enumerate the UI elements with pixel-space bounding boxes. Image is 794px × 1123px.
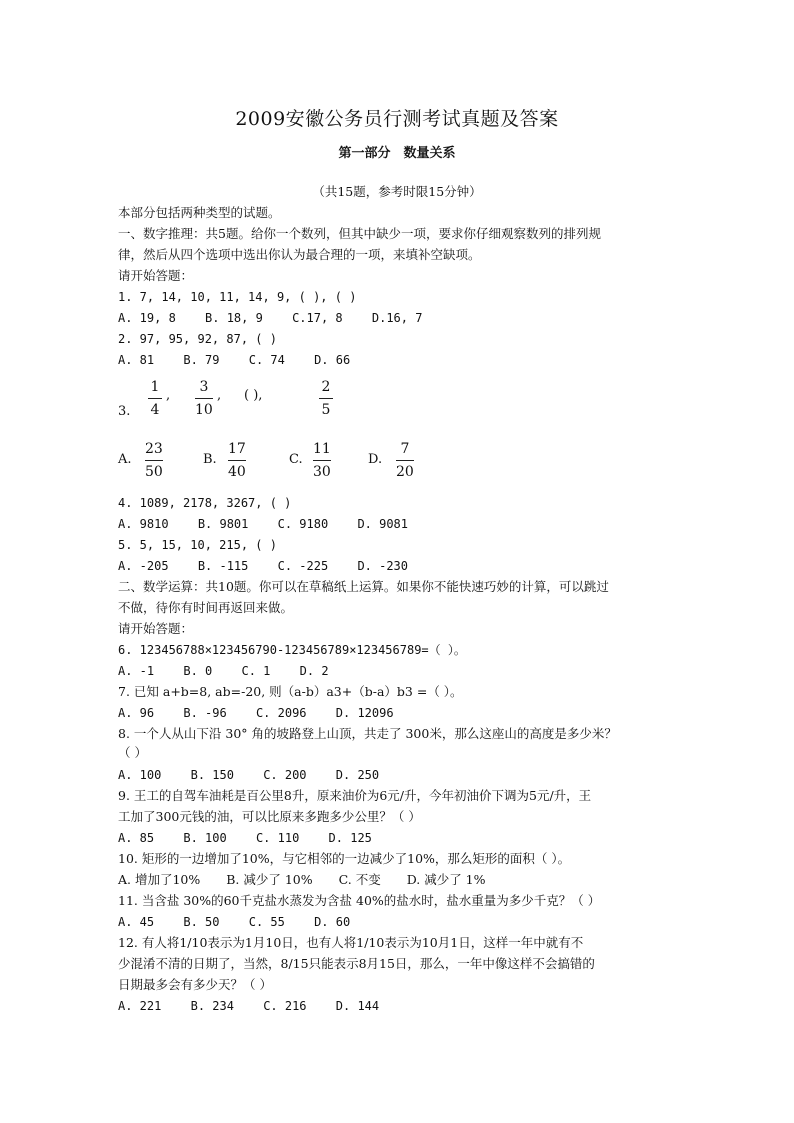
q10-option-c: C. 不变 [338, 872, 381, 887]
q1-option-b: B. 18, 9 [205, 311, 263, 325]
q3-sep-1: , [166, 388, 171, 403]
q3-ob-den: 40 [228, 464, 246, 480]
q3-blank: ( ), [244, 388, 263, 403]
q12-option-b: B. 234 [190, 999, 234, 1013]
q7-option-b: B. -96 [183, 706, 227, 720]
q3-option-a-fraction [145, 440, 163, 481]
q3-f1-den: 4 [150, 402, 160, 418]
q3-option-c-fraction [313, 440, 331, 481]
q8-option-c: C. 200 [263, 768, 307, 782]
q9-option-c: C. 110 [255, 831, 300, 845]
q3-sep-2: , [217, 388, 222, 403]
q6-option-a: A. -1 [118, 664, 155, 678]
q7-option-c: C. 2096 [255, 706, 307, 720]
q1-options [118, 310, 444, 326]
q10-option-a: A. 增加了10% [118, 872, 201, 887]
q5-option-d: D. -230 [357, 559, 409, 573]
q6-options [118, 663, 351, 679]
q3-oa-num: 23 [145, 441, 163, 457]
time-note: （共15题，参考时限15分钟） [312, 184, 482, 199]
q11-option-b: B. 50 [183, 915, 220, 929]
q6-stem: 6. 123456788×123456790-123456789×123456789=（ ）。 [118, 643, 466, 657]
q10-options [118, 872, 508, 888]
q2-option-d: D. 66 [314, 353, 351, 367]
q12-option-d: D. 144 [335, 999, 380, 1013]
q1-option-d: D.16, 7 [371, 311, 423, 325]
q4-option-d: D. 9081 [357, 517, 409, 531]
q3-option-d-fraction [396, 440, 414, 481]
q3-option-d-label: D. [368, 452, 383, 467]
q10-stem: 10. 矩形的一边增加了10%，与它相邻的一边减少了10%，那么矩形的面积（ ）。 [118, 851, 571, 866]
q6-option-b: B. 0 [183, 664, 213, 678]
section1-desc-line1: 一、数字推理：共5题。给你一个数列，但其中缺少一项，要求你仔细观察数列的排列规 [118, 226, 601, 241]
q3-f3-den: 5 [321, 402, 331, 418]
q2-option-b: B. 79 [183, 353, 220, 367]
q3-f2-num: 3 [199, 379, 209, 395]
q9-options [118, 830, 394, 846]
q4-option-a: A. 9810 [118, 517, 169, 531]
q3-oa-den: 50 [145, 464, 163, 480]
q11-stem: 11. 当含盐 30%的60千克盐水蒸发为含盐 40%的盐水时，盐水重量为多少千克？（ ） [118, 893, 601, 908]
q1-stem: 1. 7, 14, 10, 11, 14, 9, ( ), ( ) [118, 290, 357, 304]
q3-f2-den: 10 [195, 402, 213, 418]
q7-stem: 7. 已知 a+b=8, ab=-20, 则（a-b）a3+（b-a）b3 =（ ）。 [118, 684, 463, 699]
start-prompt-2: 请开始答题： [118, 621, 194, 636]
q12-stem-line2: 少混淆不清的日期了，当然，8/15只能表示8月15日，那么，一年中像这样不会搞错的 [118, 956, 595, 971]
q12-option-c: C. 216 [263, 999, 307, 1013]
q5-options [118, 558, 430, 574]
q9-stem-line2: 工加了300元钱的油，可以比原来多跑多少公里？（ ） [118, 809, 421, 824]
q3-option-b-label: B. [203, 452, 217, 467]
q3-od-den: 20 [396, 464, 414, 480]
q2-option-a: A. 81 [118, 353, 155, 367]
section1-desc-line2: 律，然后从四个选项中选出你认为最合理的一项，来填补空缺项。 [118, 247, 481, 262]
q3-fraction-3 [319, 378, 333, 419]
q3-fraction-2 [195, 378, 213, 419]
q8-option-a: A. 100 [118, 768, 162, 782]
q3-fraction-1 [148, 378, 162, 419]
q2-stem: 2. 97, 95, 92, 87, ( ) [118, 332, 277, 346]
q8-stem-line1: 8. 一个人从山下沿 30° 角的坡路登上山顶，共走了 300米，那么这座山的高度是多少米？ [118, 726, 617, 741]
q3-option-a-label: A. [118, 452, 132, 467]
intro-text: 本部分包括两种类型的试题。 [118, 205, 281, 220]
q10-option-d: D. 减少了 1% [406, 872, 486, 887]
q7-option-d: D. 12096 [335, 706, 394, 720]
q9-stem-line1: 9. 王工的自驾车油耗是百公里8升，原来油价为6元/升，今年初油价下调为5元/升，王 [118, 788, 592, 803]
q3-oc-den: 30 [313, 464, 331, 480]
q3-option-b-fraction [228, 440, 246, 481]
q2-option-c: C. 74 [248, 353, 285, 367]
q3-f3-num: 2 [321, 379, 331, 395]
q11-option-c: C. 55 [248, 915, 285, 929]
section2-desc-line1: 二、数学运算：共10题。你可以在草稿纸上运算。如果你不能快速巧妙的计算，可以跳过 [118, 579, 609, 594]
q3-number: 3. [118, 404, 131, 419]
q3-oc-num: 11 [313, 441, 331, 457]
q5-stem: 5. 5, 15, 10, 215, ( ) [118, 538, 277, 552]
q3-od-num: 7 [400, 441, 410, 457]
q3-f1-num: 1 [150, 379, 160, 395]
q5-option-c: C. -225 [277, 559, 329, 573]
q12-option-a: A. 221 [118, 999, 162, 1013]
q10-option-b: B. 减少了 10% [226, 872, 313, 887]
q4-option-c: C. 9180 [277, 517, 329, 531]
q8-options [118, 767, 401, 783]
q11-option-d: D. 60 [314, 915, 351, 929]
q11-option-a: A. 45 [118, 915, 155, 929]
section2-desc-line2: 不做，待你有时间再返回来做。 [118, 600, 294, 615]
q8-stem-line2: （ ） [118, 745, 147, 760]
q5-option-a: A. -205 [118, 559, 169, 573]
q4-stem: 4. 1089, 2178, 3267, ( ) [118, 496, 292, 510]
q11-options [118, 914, 372, 930]
part-title: 第一部分 数量关系 [338, 146, 456, 161]
start-prompt-1: 请开始答题： [118, 268, 194, 283]
q6-option-c: C. 1 [241, 664, 271, 678]
q7-options [118, 705, 416, 721]
q9-option-a: A. 85 [118, 831, 155, 845]
q12-options [118, 998, 401, 1014]
q4-option-b: B. 9801 [197, 517, 249, 531]
q8-option-d: D. 250 [335, 768, 380, 782]
page-title: 2009安徽公务员行测考试真题及答案 [235, 108, 559, 130]
q3-option-c-label: C. [289, 452, 303, 467]
q5-option-b: B. -115 [197, 559, 249, 573]
q3-ob-num: 17 [228, 441, 246, 457]
q12-stem-line1: 12. 有人将1/10表示为1月10日，也有人将1/10表示为10月1日，这样一年中就有不 [118, 935, 584, 950]
q1-option-c: C.17, 8 [292, 311, 343, 325]
q2-options [118, 352, 372, 368]
q9-option-d: D. 125 [328, 831, 372, 845]
q7-option-a: A. 96 [118, 706, 155, 720]
q12-stem-line3: 日期最多会有多少天？（ ） [118, 977, 272, 992]
q9-option-b: B. 100 [183, 831, 227, 845]
q4-options [118, 516, 430, 532]
q8-option-b: B. 150 [190, 768, 234, 782]
q1-option-a: A. 19, 8 [118, 311, 176, 325]
q6-option-d: D. 2 [299, 664, 329, 678]
